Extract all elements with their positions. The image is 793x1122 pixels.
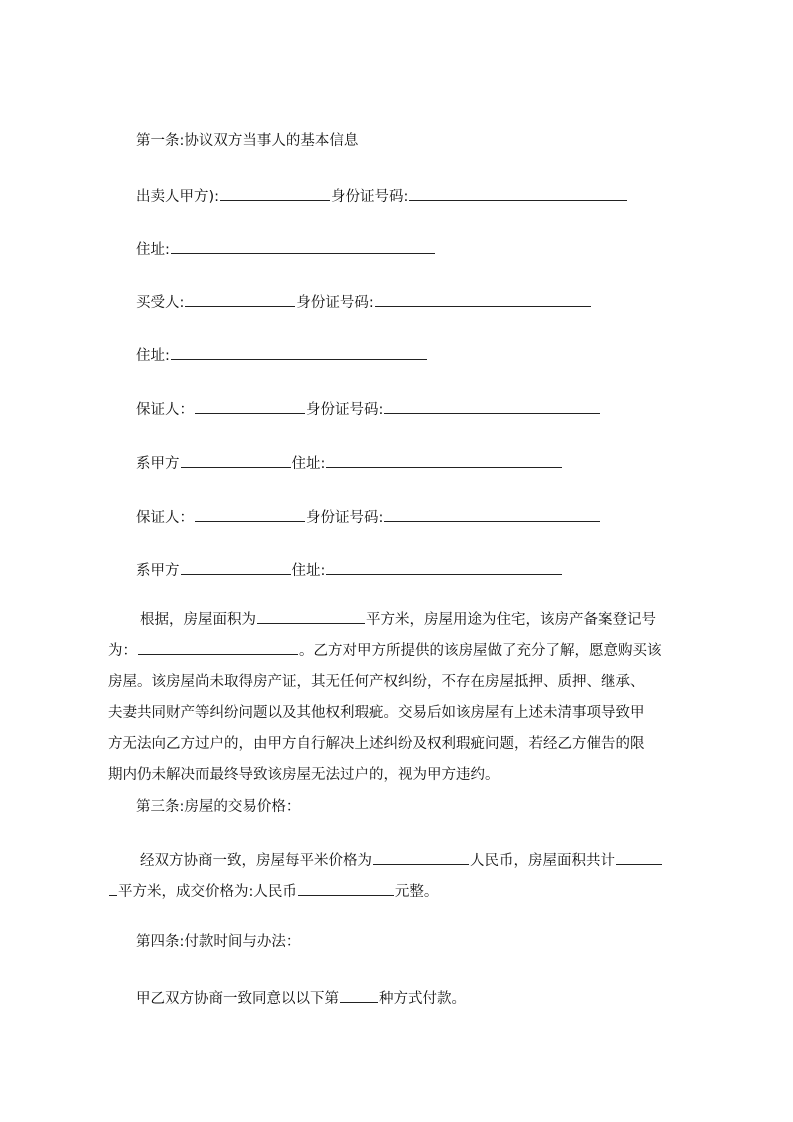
guarantor-1-address-label: 住址: bbox=[291, 456, 326, 472]
guarantor-2-relation-line bbox=[136, 558, 563, 578]
guarantor-2-relation-label: 系甲方 bbox=[136, 563, 180, 579]
buyer-id-label: 身份证号码: bbox=[296, 295, 374, 311]
buyer-address-blank[interactable] bbox=[171, 343, 427, 360]
buyer-id-blank[interactable] bbox=[375, 290, 591, 307]
price-paragraph bbox=[108, 846, 700, 908]
para-main-line-5: 方无法向乙方过户的，由甲方自行解决上述纠纷及权利瑕疵问题，若经乙方催告的限 bbox=[108, 736, 645, 752]
guarantor-2-name-blank[interactable] bbox=[195, 505, 305, 522]
para-main-text-1: 根据，房屋面积为 bbox=[140, 612, 256, 628]
seller-id-label: 身份证号码: bbox=[331, 189, 409, 205]
para-price-line-1 bbox=[108, 846, 700, 877]
guarantor-1-label: 保证人： bbox=[136, 402, 194, 418]
guarantor-1-line bbox=[136, 397, 601, 417]
total-price-blank[interactable] bbox=[298, 881, 394, 896]
seller-address-blank[interactable] bbox=[171, 237, 435, 254]
payment-method-line bbox=[136, 986, 466, 1006]
payment-method-blank[interactable] bbox=[340, 986, 378, 1003]
article-1-heading: 第一条:协议双方当事人的基本信息 bbox=[136, 133, 359, 149]
para-main-line-6: 期内仍未解决而最终导致该房屋无法过户的，视为甲方违约。 bbox=[108, 767, 500, 783]
para-main-text-4: 。乙方对甲方所提供的该房屋做了充分了解，愿意购买该 bbox=[299, 643, 662, 659]
seller-name-blank[interactable] bbox=[220, 184, 330, 201]
guarantor-2-id-blank[interactable] bbox=[384, 505, 600, 522]
para-main-line-1 bbox=[108, 605, 700, 636]
para-main-line-4: 夫妻共同财产等纠纷问题以及其他权利瑕疵。交易后如该房屋有上述未清事项导致甲 bbox=[108, 705, 645, 721]
payment-text-1: 甲乙双方协商一致同意以以下第 bbox=[136, 991, 339, 1007]
guarantor-1-id-blank[interactable] bbox=[384, 397, 600, 414]
payment-text-2: 种方式付款。 bbox=[379, 991, 466, 1007]
article-3-heading: 第三条:房屋的交易价格： bbox=[136, 799, 301, 815]
seller-label: 出卖人甲方): bbox=[136, 189, 220, 205]
total-area-blank-part-1[interactable] bbox=[616, 850, 662, 865]
total-area-blank-part-2[interactable] bbox=[109, 881, 117, 896]
buyer-label: 买受人: bbox=[136, 295, 185, 311]
guarantor-1-relation-line bbox=[136, 451, 563, 471]
guarantor-1-id-label: 身份证号码: bbox=[306, 402, 384, 418]
seller-line bbox=[136, 184, 628, 204]
seller-id-blank[interactable] bbox=[409, 184, 627, 201]
para-price-text-3: 平方米，成交价格为:人民币 bbox=[118, 884, 297, 900]
buyer-address-line bbox=[136, 343, 428, 363]
guarantor-1-relation-blank[interactable] bbox=[181, 451, 291, 468]
buyer-name-blank[interactable] bbox=[185, 290, 295, 307]
guarantor-1-address-blank[interactable] bbox=[326, 451, 562, 468]
para-price-text-4: 元整。 bbox=[394, 884, 439, 900]
buyer-line bbox=[136, 290, 592, 310]
guarantor-2-id-label: 身份证号码: bbox=[306, 510, 384, 526]
seller-address-label: 住址: bbox=[136, 242, 170, 258]
guarantor-2-address-blank[interactable] bbox=[326, 558, 562, 575]
unit-price-blank[interactable] bbox=[373, 850, 469, 865]
guarantor-1-relation-label: 系甲方 bbox=[136, 456, 180, 472]
guarantor-2-label: 保证人： bbox=[136, 510, 194, 526]
buyer-address-label: 住址: bbox=[136, 348, 170, 364]
para-price-text-1: 经双方协商一致，房屋每平米价格为 bbox=[140, 853, 372, 869]
registration-number-blank[interactable] bbox=[138, 640, 298, 655]
property-description-paragraph bbox=[108, 605, 700, 791]
para-main-line-3: 房屋。该房屋尚未取得房产证，其无任何产权纠纷，不存在房屋抵押、质押、继承、 bbox=[108, 674, 645, 690]
para-price-line-2 bbox=[108, 877, 700, 908]
para-main-text-2: 平方米，房屋用途为住宅，该房产备案登记号 bbox=[366, 612, 656, 628]
guarantor-2-relation-blank[interactable] bbox=[181, 558, 291, 575]
article-4-heading: 第四条:付款时间与办法： bbox=[136, 934, 301, 950]
para-price-text-2: 人民币，房屋面积共计 bbox=[470, 853, 615, 869]
para-main-text-3: 为： bbox=[108, 643, 137, 659]
area-blank[interactable] bbox=[257, 609, 365, 624]
guarantor-2-line bbox=[136, 505, 601, 525]
guarantor-2-address-label: 住址: bbox=[291, 563, 326, 579]
seller-address-line bbox=[136, 237, 436, 257]
guarantor-1-name-blank[interactable] bbox=[195, 397, 305, 414]
para-main-line-2 bbox=[108, 636, 700, 667]
